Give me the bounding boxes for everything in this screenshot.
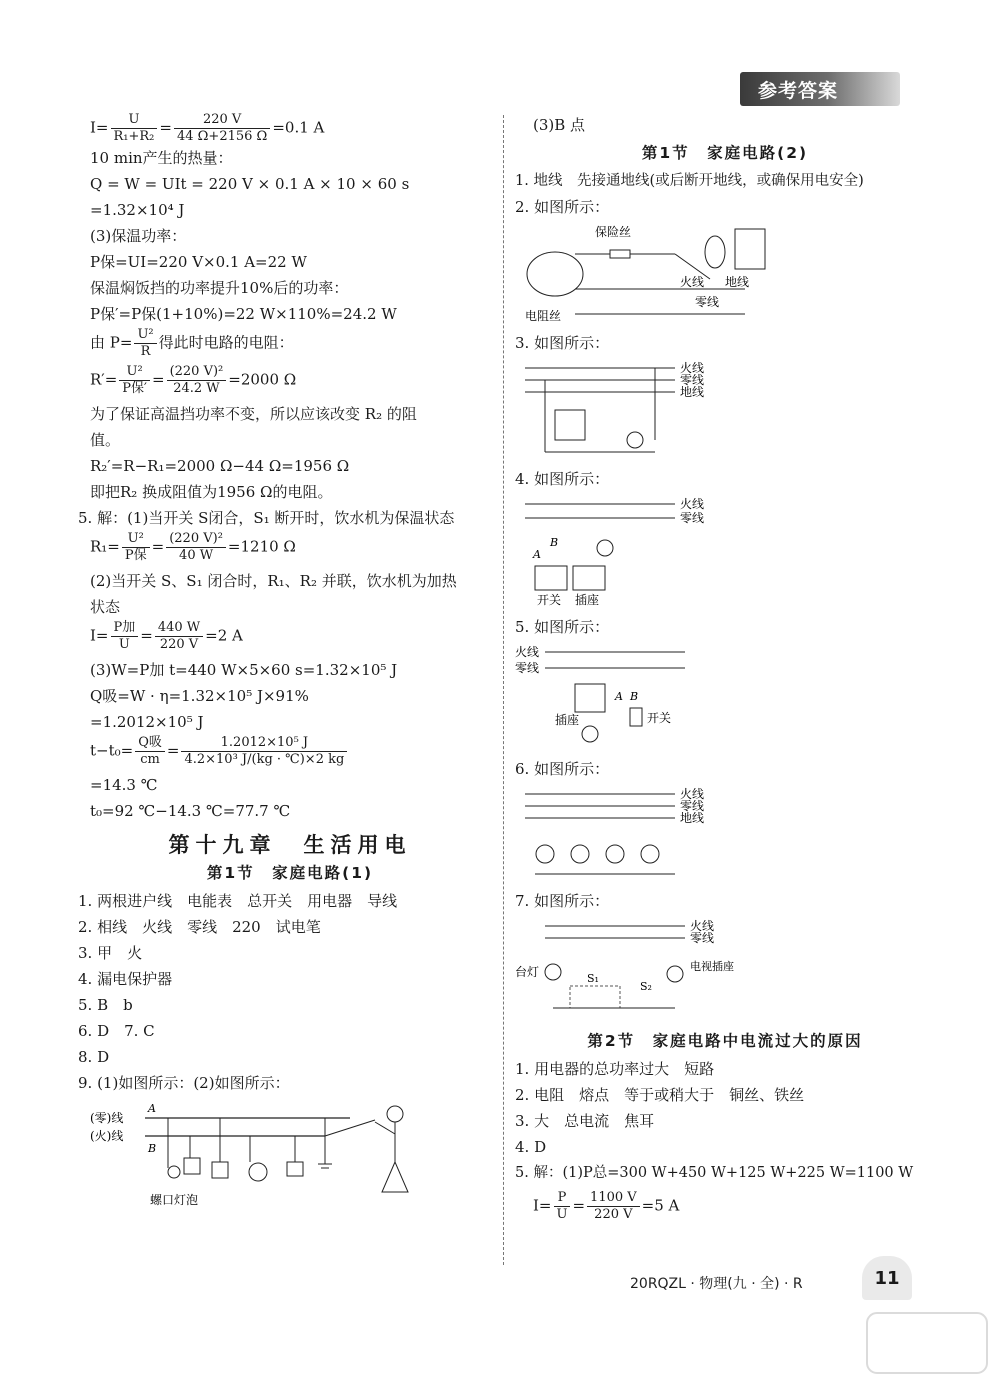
label-zero: 零线 xyxy=(680,511,705,525)
answer-item: 3. 大 总电流 焦耳 xyxy=(515,1112,655,1130)
label-zero: 零线 xyxy=(695,295,720,309)
answer-item: 4. 如图所示： xyxy=(515,470,610,488)
numerator: 440 W xyxy=(155,620,203,637)
socket-icon xyxy=(575,684,605,712)
numerator: P xyxy=(554,1190,571,1207)
text-line: 5. 解：(1)当开关 S闭合，S₁ 断开时，饮水机为保温状态 xyxy=(78,509,455,527)
answer-item: 3. 甲 火 xyxy=(78,944,143,962)
denominator: P保 xyxy=(124,548,147,563)
text-line: P保′=P保(1+10%)=22 W×110%=24.2 W xyxy=(90,305,397,323)
circuit-diagram-r7 xyxy=(515,918,735,1022)
figure-r7 xyxy=(515,918,935,1022)
label-zero-wire: (零)线 xyxy=(90,1111,124,1125)
denominator: P保′ xyxy=(122,381,147,396)
socket-icon xyxy=(536,845,554,863)
figure-r3 xyxy=(515,360,935,460)
answer-item: 9. (1)如图所示：(2)如图所示： xyxy=(78,1074,290,1092)
switch-group-icon xyxy=(570,986,620,1008)
fraction xyxy=(166,531,226,564)
numerator: U² xyxy=(119,364,150,381)
lamp-icon xyxy=(641,845,659,863)
eq-current xyxy=(90,112,490,145)
figure-r5 xyxy=(515,644,935,750)
text: =2 A xyxy=(205,626,243,645)
label-s2: S₂ xyxy=(640,980,652,993)
label-zero: 零线 xyxy=(515,661,540,675)
label-resistor: 电阻丝 xyxy=(525,309,562,323)
text: R₁= xyxy=(90,537,120,556)
answer-item: 2. 电阻 熔点 等于或稍大于 铜丝、铁丝 xyxy=(515,1086,805,1104)
text-line: (3)保温功率： xyxy=(90,227,187,245)
switch-box-icon xyxy=(535,566,567,590)
label-switch: 开关 xyxy=(647,711,672,725)
answer-item: 2. 如图所示： xyxy=(515,198,610,216)
label-B: B xyxy=(148,1142,157,1155)
numerator: (220 V)² xyxy=(167,364,227,381)
text-line: 即把R₂ 换成阻值为1956 Ω的电阻。 xyxy=(90,483,333,501)
label-fire: 火线 xyxy=(515,645,540,659)
person-legs-icon xyxy=(382,1162,408,1192)
label-B: B xyxy=(630,690,639,703)
fraction xyxy=(135,735,165,768)
label-socket: 插座 xyxy=(575,593,600,607)
numerator: U² xyxy=(134,327,156,344)
answer-item: 4. 漏电保护器 xyxy=(78,970,173,988)
numerator: 220 V xyxy=(174,112,270,129)
circuit-diagram-r5 xyxy=(515,644,735,750)
circuit-diagram-r3 xyxy=(515,360,735,460)
eq-temperature xyxy=(90,735,490,768)
left-column xyxy=(78,112,490,1216)
text-line: t₀=92 ℃−14.3 ℃=77.7 ℃ xyxy=(90,802,291,820)
tv-socket-icon xyxy=(667,966,683,982)
text-line: (2)当开关 S、S₁ 闭合时，R₁、R₂ 并联，饮水机为加热 xyxy=(90,572,457,590)
label-B: B xyxy=(550,536,559,549)
text-line: =1.2012×10⁵ J xyxy=(90,713,204,731)
person-arm-icon xyxy=(375,1122,395,1134)
switch-icon xyxy=(287,1162,303,1176)
numerator: P加 xyxy=(111,620,139,637)
section-title: 第1节 家庭电路(1) xyxy=(206,864,374,882)
fraction xyxy=(167,364,227,397)
text-line: 保温焖饭挡的功率提升10%后的功率： xyxy=(90,279,349,297)
figure-q9 xyxy=(90,1100,490,1210)
answer-item: 1. 地线 先接通地线(或后断开地线，或确保用电安全) xyxy=(515,173,864,189)
label-tv-socket: 电视插座 xyxy=(690,960,734,973)
text-line: 为了保证高温挡功率不变，所以应该改变 R₂ 的阻 xyxy=(90,405,417,423)
text-line: P保=UI=220 V×0.1 A=22 W xyxy=(90,253,307,271)
answer-item: 7. 如图所示： xyxy=(515,892,610,910)
eq-heating-current xyxy=(90,620,490,653)
text: = xyxy=(140,626,153,645)
lamp-icon xyxy=(545,964,561,980)
lamp-icon xyxy=(606,845,624,863)
denominator: 40 W xyxy=(179,548,214,563)
kettle-diagram xyxy=(515,224,775,324)
label-fire: 火线 xyxy=(680,497,705,511)
label-A: A xyxy=(533,548,541,561)
switch-box-icon xyxy=(184,1158,200,1174)
denominator: 44 Ω+2156 Ω xyxy=(176,129,268,144)
label-A: A xyxy=(615,690,623,703)
circuit-diagram-r6 xyxy=(515,786,735,882)
header-title: 参考答案 xyxy=(758,80,839,102)
fraction xyxy=(134,327,156,360)
label-socket: 插座 xyxy=(555,713,580,727)
answer-item: 5. 如图所示： xyxy=(515,618,610,636)
text: 由 P= xyxy=(90,333,133,352)
text: I= xyxy=(90,118,109,137)
fraction xyxy=(119,364,150,397)
label-ground: 地线 xyxy=(680,385,705,399)
denominator: U xyxy=(556,1207,568,1222)
eq-total-current xyxy=(515,1190,935,1223)
text-line: 状态 xyxy=(90,598,121,616)
label-zero: 零线 xyxy=(680,799,705,813)
circuit-diagram-r4 xyxy=(515,496,735,608)
answer-item: 5. B b xyxy=(78,996,133,1014)
eq-r1 xyxy=(90,531,490,564)
wall-socket-icon xyxy=(735,229,765,269)
fraction xyxy=(122,531,150,564)
answer-item: 6. D 7. C xyxy=(78,1022,155,1040)
denominator: 24.2 W xyxy=(173,381,220,396)
label-bulb: 螺口灯泡 xyxy=(150,1193,199,1207)
numerator: 1.2012×10⁵ J xyxy=(181,735,347,752)
fraction xyxy=(181,735,347,768)
fraction xyxy=(111,620,139,653)
label-zero: 零线 xyxy=(680,373,705,387)
answer-header-badge xyxy=(740,72,900,106)
text-line: (3)W=P加 t=440 W×5×60 s=1.32×10⁵ J xyxy=(90,661,398,679)
label-lamp: 台灯 xyxy=(515,965,540,979)
denominator: 4.2×10³ J/(kg · ℃)×2 kg xyxy=(184,752,345,767)
numerator: Q吸 xyxy=(135,735,165,752)
text: =1210 Ω xyxy=(227,537,296,556)
fuse-icon xyxy=(610,250,630,258)
test-pen-icon xyxy=(325,1120,375,1136)
text: I= xyxy=(533,1196,552,1215)
fraction xyxy=(155,620,203,653)
figure-r6 xyxy=(515,786,935,882)
circuit-diagram-q9 xyxy=(90,1100,420,1210)
answer-item: 3. 如图所示： xyxy=(515,334,610,352)
text-line: Q吸=W · η=1.32×10⁵ J×91% xyxy=(90,687,309,705)
label-fire-wire: (火)线 xyxy=(90,1129,124,1143)
text: = xyxy=(151,370,165,389)
numerator: 1100 V xyxy=(587,1190,640,1207)
socket-icon xyxy=(555,410,585,440)
text: t−t₀= xyxy=(90,741,134,760)
denominator: 220 V xyxy=(159,637,199,652)
section-title: 第2节 家庭电路中电流过大的原因 xyxy=(587,1032,863,1050)
answer-item: 8. D xyxy=(78,1048,110,1066)
chapter-title: 第十九章 生活用电 xyxy=(168,833,412,857)
socket-icon xyxy=(212,1162,228,1178)
text-line: R₂′=R−R₁=2000 Ω−44 Ω=1956 Ω xyxy=(90,457,350,475)
watermark-logo-icon xyxy=(862,1308,992,1378)
plug-icon xyxy=(705,236,725,268)
text: = xyxy=(151,537,165,556)
text-line: 值。 xyxy=(90,431,121,449)
lamp-icon xyxy=(627,432,643,448)
person-head-icon xyxy=(387,1106,403,1122)
text-line: (3)B 点 xyxy=(533,116,586,134)
numerator: U xyxy=(111,112,158,129)
text: I= xyxy=(90,626,109,645)
eq-power-formula xyxy=(90,327,490,360)
label-zero: 零线 xyxy=(690,931,715,945)
text: = xyxy=(159,118,172,137)
numerator: U² xyxy=(122,531,150,548)
text: = xyxy=(166,741,180,760)
text: =5 A xyxy=(641,1196,680,1215)
fraction xyxy=(174,112,270,145)
socket-icon xyxy=(571,845,589,863)
figure-r2 xyxy=(515,224,935,324)
answer-item: 4. D xyxy=(515,1138,547,1156)
numerator: (220 V)² xyxy=(166,531,226,548)
label-fire: 火线 xyxy=(690,919,715,933)
fraction xyxy=(554,1190,571,1223)
label-switch: 开关 xyxy=(537,593,562,607)
label-ground: 地线 xyxy=(680,811,705,825)
denominator: U xyxy=(118,637,130,652)
label-fire: 火线 xyxy=(680,361,705,375)
text: =0.1 A xyxy=(272,118,325,137)
text: 得此时电路的电阻： xyxy=(158,333,294,352)
eq-resistance xyxy=(90,364,490,397)
switch-icon xyxy=(630,708,642,726)
column-divider xyxy=(503,115,504,1265)
text: = xyxy=(572,1196,586,1215)
text: R′= xyxy=(90,370,118,389)
section-title: 第1节 家庭电路(2) xyxy=(641,144,809,162)
label-s1: S₁ xyxy=(587,972,599,985)
answer-item: 1. 两根进户线 电能表 总开关 用电器 导线 xyxy=(78,892,398,910)
answer-item: 2. 相线 火线 零线 220 试电笔 xyxy=(78,918,321,936)
denominator: R₁+R₂ xyxy=(113,129,155,144)
denominator: cm xyxy=(140,752,160,767)
bulb-icon xyxy=(168,1166,180,1178)
denominator: 220 V xyxy=(594,1207,633,1222)
text: =2000 Ω xyxy=(228,370,297,389)
text-line: 10 min产生的热量： xyxy=(90,149,233,167)
kettle-icon xyxy=(527,252,583,296)
lamp-icon xyxy=(582,726,598,742)
page-number: 11 xyxy=(874,1268,900,1289)
answer-item: 6. 如图所示： xyxy=(515,760,610,778)
socket-circle-icon xyxy=(249,1163,267,1181)
answer-item: 1. 用电器的总功率过大 短路 xyxy=(515,1060,715,1078)
denominator: R xyxy=(140,344,151,359)
label-ground: 地线 xyxy=(725,275,750,289)
figure-r4 xyxy=(515,496,935,608)
footer-code: 20RQZL · 物理(九 · 全) · R xyxy=(630,1276,803,1292)
answer-item: 5. 解：(1)P总=300 W+450 W+125 W+225 W=1100 W xyxy=(515,1165,914,1181)
label-fire: 火线 xyxy=(680,275,705,289)
text-line: Q = W = UIt = 220 V × 0.1 A × 10 × 60 s xyxy=(90,175,410,193)
socket-box-icon xyxy=(573,566,605,590)
text-line: =1.32×10⁴ J xyxy=(90,201,185,219)
fraction xyxy=(587,1190,640,1223)
text-line: =14.3 ℃ xyxy=(90,776,158,794)
label-A: A xyxy=(148,1102,156,1115)
right-column xyxy=(515,112,935,1223)
lamp-icon xyxy=(597,540,613,556)
fraction xyxy=(111,112,158,145)
label-fire: 火线 xyxy=(680,787,705,801)
label-fuse: 保险丝 xyxy=(595,225,632,239)
